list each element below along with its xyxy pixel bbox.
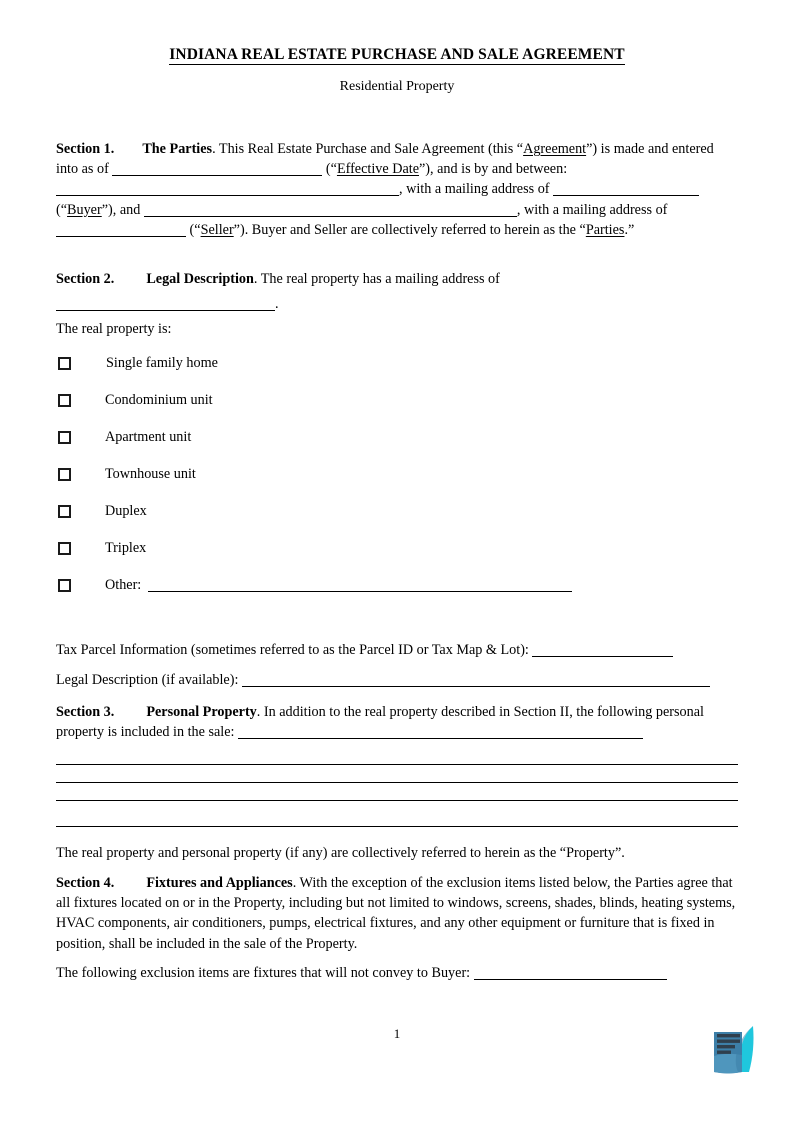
section-2-number: Section 2. [56, 271, 115, 287]
checkbox-row-condominium-unit[interactable] [56, 389, 738, 426]
section-1-number: Section 1. [56, 141, 115, 157]
section-1-text-1: . This Real Estate Purchase and Sale Agreement (this “ [212, 141, 524, 157]
section-3-heading: Personal Property [146, 704, 257, 720]
section-3-paragraph [56, 702, 738, 742]
logo-icon [709, 1022, 761, 1080]
section-4-text-1: . With the exception of the exclusion items listed below, the Parties agree that all fixtures located on or in the Property, including but not limited to windows, screens, shades, blinds, heating systems, HVAC components, air conditioners, pumps, electrical fixtures, and any other equipment or furniture that is fixed in position, shall be included in the sale of the Property. [56, 875, 736, 952]
exclusion-items-label: The following exclusion items are fixtures that will not convey to Buyer: [56, 965, 474, 981]
checkbox-row-triplex[interactable] [56, 537, 738, 574]
term-agreement: Agreement [523, 141, 587, 157]
checkbox-icon[interactable] [58, 542, 71, 555]
property-type-checklist [56, 352, 738, 611]
checkbox-label: Other: [105, 577, 142, 593]
checkbox-icon[interactable] [58, 357, 71, 370]
section-1-paragraph [56, 139, 738, 240]
checkbox-row-duplex[interactable] [56, 500, 738, 537]
section-3-number: Section 3. [56, 704, 115, 720]
checkbox-label: Apartment unit [105, 429, 192, 445]
checkbox-label: Condominium unit [105, 392, 213, 408]
section-1-text-7: ”), and [101, 201, 144, 218]
section-1-text-2: ”) is made and entered into as of [56, 141, 714, 178]
checkbox-label: Triplex [105, 540, 147, 556]
checkbox-icon[interactable] [58, 394, 71, 407]
section-2-paragraph [56, 269, 738, 289]
checkbox-label: Single family home [106, 355, 218, 371]
section-1-text-9: (“ [186, 221, 201, 238]
section-2-text-1: . The real property has a mailing address of [253, 271, 500, 287]
section-3-text-1: . In addition to the real property described in Section II, the following personal property is included in the sale: [56, 704, 704, 741]
section-4-heading: Fixtures and Appliances [146, 875, 293, 891]
page-number: 1 [393, 1026, 401, 1041]
write-in-line-1[interactable] [56, 764, 738, 765]
buyer-address-blank[interactable] [553, 182, 699, 196]
seller-name-blank[interactable] [144, 203, 517, 217]
property-definition-clause: The real property and personal property (if any) are collectively referred to herein as the “Property”. [56, 845, 625, 861]
checkbox-row-apartment-unit[interactable] [56, 426, 738, 463]
document-leaf-logo [709, 1022, 761, 1080]
term-effective-date: Effective Date [336, 161, 419, 178]
section-1-text-6: (“ [56, 201, 68, 218]
section-1-text-4: ”), and is by and between: [419, 161, 568, 178]
legal-description-label: Legal Description (if available): [56, 672, 242, 688]
checkbox-icon[interactable] [58, 505, 71, 518]
checkbox-row-single-family-home[interactable] [56, 352, 738, 389]
property-address-period: . [275, 296, 279, 312]
write-in-line-4[interactable] [56, 826, 738, 827]
seller-address-blank[interactable] [56, 223, 186, 237]
write-in-line-2[interactable] [56, 782, 738, 783]
term-parties: Parties [585, 221, 625, 238]
tax-parcel-label: Tax Parcel Information (sometimes referred to as the Parcel ID or Tax Map & Lot): [56, 642, 533, 658]
checkbox-label: Townhouse unit [105, 466, 196, 482]
checkbox-label: Duplex [105, 503, 147, 519]
property-address-row [56, 294, 738, 314]
page-subtitle: Residential Property [339, 79, 455, 94]
section-1-text-5: , with a mailing address of [399, 181, 554, 198]
buyer-name-blank[interactable] [56, 182, 399, 196]
checkbox-row-other[interactable] [56, 574, 738, 611]
exclusion-items-row [56, 963, 738, 983]
section-4-number: Section 4. [56, 875, 115, 891]
term-seller: Seller [200, 221, 234, 238]
section-1-heading: The Parties [142, 141, 213, 157]
legal-description-blank[interactable] [242, 673, 710, 687]
page-title-text: INDIANA REAL ESTATE PURCHASE AND SALE AGREEMENT [169, 46, 625, 63]
section-1-text-3: (“ [322, 161, 337, 178]
property-address-blank[interactable] [56, 297, 275, 311]
checkbox-row-townhouse-unit[interactable] [56, 463, 738, 500]
page-title [0, 46, 794, 64]
other-property-type-blank[interactable] [148, 591, 572, 592]
checkbox-icon[interactable] [58, 579, 71, 592]
section-2-heading: Legal Description [146, 271, 254, 287]
section-1-text-10: ”). Buyer and Seller are collectively referred to herein as the “ [233, 221, 586, 238]
exclusion-items-blank[interactable] [474, 966, 667, 980]
section-1-text-11: .” [624, 221, 635, 238]
legal-description-row [56, 670, 738, 690]
term-buyer: Buyer [67, 201, 102, 218]
effective-date-blank[interactable] [112, 162, 322, 176]
personal-property-blank[interactable] [238, 725, 643, 739]
real-property-intro: The real property is: [56, 321, 172, 337]
checkbox-icon[interactable] [58, 468, 71, 481]
checkbox-icon[interactable] [58, 431, 71, 444]
write-in-line-3[interactable] [56, 800, 738, 801]
tax-parcel-blank[interactable] [532, 643, 673, 657]
tax-parcel-row [56, 640, 738, 660]
section-4-paragraph [56, 873, 738, 954]
section-1-text-8: , with a mailing address of [516, 201, 668, 218]
